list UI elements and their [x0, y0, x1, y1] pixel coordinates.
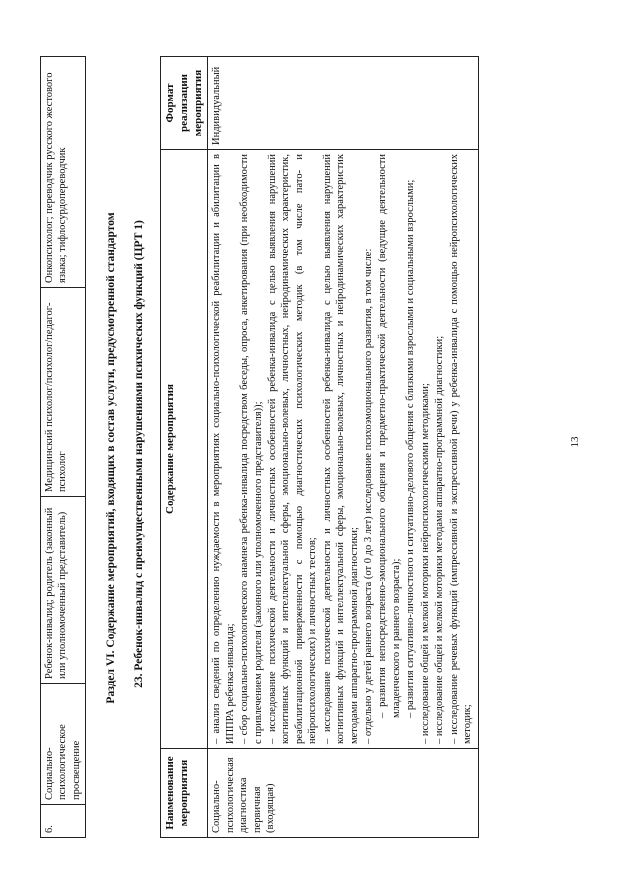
content-item: – исследование речевых функций (импрессивной и экспрессивной речи) у ребенка-инвалида с помощью нейропсихологических методик; [448, 154, 474, 744]
section-title: Раздел VI. Содержание мероприятий, входящих в состав услуги, предусмотренной стандартом [105, 212, 117, 704]
specialists-cell: Медицинский психолог/психолог/педагог-психолог [41, 288, 86, 497]
activity-name: Социально-психологическое просвещение [41, 684, 86, 805]
header-content: Содержание мероприятия [161, 150, 208, 749]
activity-content [208, 150, 478, 749]
activity-format: Индивидуальный [208, 57, 478, 150]
participants-cell: Ребенок-инвалид; родитель (законный или уполномоченный представитель) [41, 497, 86, 684]
content-item: – исследование психической деятельности и личностных особенностей ребенка-инвалида с целью выявления нарушений когнитивных функций и интеллектуальной сферы, эмоционально-волевых, личностных и нейродинамических характеристик методами аппаратно-программной диагностики; [321, 154, 360, 744]
content-item: – анализ сведений по определению нуждаемости в мероприятиях социально-психологической реабилитации и абилитации в ИППРА ребенка-инвалида; [211, 154, 236, 744]
content-subitem: – развития непосредственно-эмоционального общения и предметно-практической деятельности (ведущие деятельности младенческого и раннего возраста); [377, 154, 402, 718]
activities-table [160, 56, 479, 838]
content-item: – исследование общей и мелкой моторики методами аппаратно-программной диагностики; [434, 335, 446, 744]
content-item: – исследование общей и мелкой моторики нейропсихологическими методиками; [419, 383, 431, 744]
additional-specialists-cell: Онкопсихолог; переводчик русского жестового языка; тифлосурдопереводчик [41, 57, 86, 288]
row-number: 6. [41, 805, 86, 838]
content-item: – сбор социально-психологического анамнеза ребенка-инвалида посредством беседы, опроса, анкетирования (при необходимости с привлечением родителя (законного или уполномоченного представителя)); [239, 154, 264, 744]
header-format: Формат реализации мероприятия [161, 57, 208, 150]
page-number: 13 [569, 436, 581, 448]
table-row [208, 57, 478, 838]
subsection-title: 23. Ребенок-инвалид с преимущественными нарушениями психических функций (ЦРТ 1) [133, 220, 145, 688]
content-item: – исследование психической деятельности и личностных особенностей ребенка-инвалида с целью выявления нарушений когнитивных функций и интеллектуальной сферы, эмоционально-волевых, личностных, нейродинамических характеристик, реабилитационной приверженности с помощью диагностических психологических методик (в том числе пато- и нейропсихологических) и личностных тестов; [266, 154, 319, 744]
rotated-content [40, 40, 600, 848]
activity-name: Социально-психологическая диагностика первичная (входящая) [208, 749, 478, 838]
table-row [41, 57, 86, 838]
content-item: – отдельно у детей раннего возраста (от 0 до 3 лет) исследование психоэмоционального развития, в том числе: [363, 248, 375, 744]
document-page [40, 40, 600, 848]
content-subitem: – развития ситуативно-личностного и ситуативно-делового общения с близкими взрослыми и социальными взрослыми; [405, 179, 417, 718]
header-name: Наименование мероприятия [161, 749, 208, 838]
header-row [161, 57, 208, 838]
services-table-continued [40, 56, 86, 838]
